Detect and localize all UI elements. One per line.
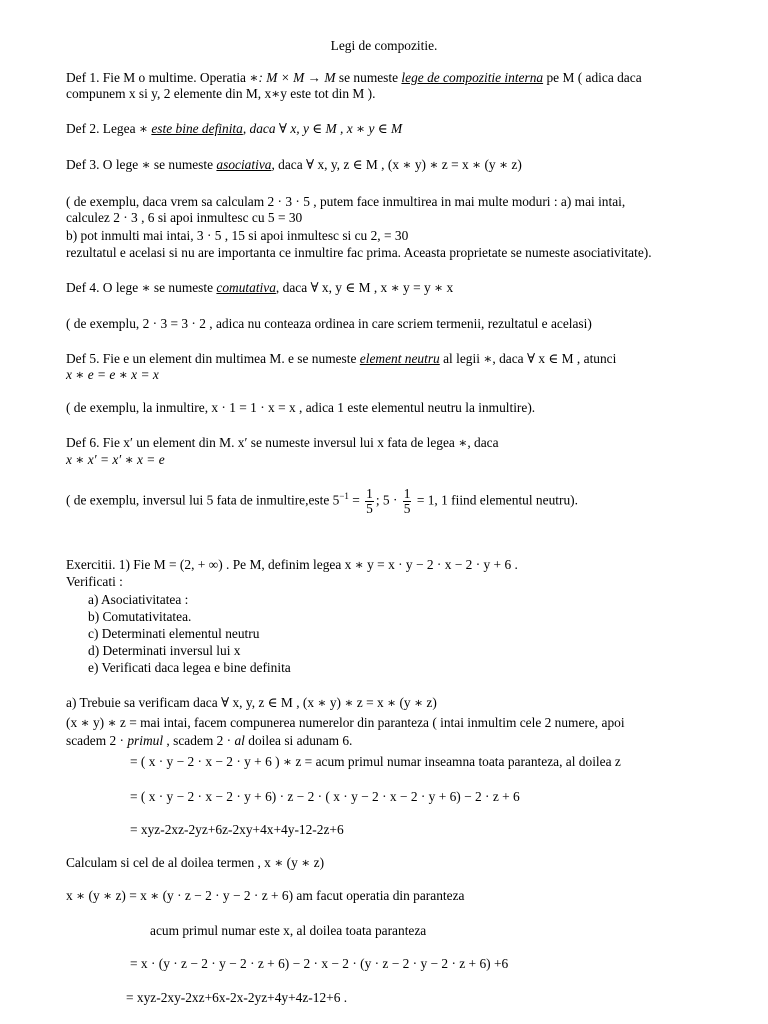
exercise-item-c: c) Determinati elementul neutru xyxy=(88,626,260,641)
def2-text-b: , daca ∀ x, y ∈ M , x ∗ y ∈ M xyxy=(242,121,403,136)
assoc-example-line2: calculez 2 · 3 , 6 si apoi inmultesc cu 5 = 30 xyxy=(66,210,303,225)
inverse-text-a: ( de exemplu, inversul lui 5 fata de inmultire,este 5 xyxy=(66,492,340,508)
inverse-example xyxy=(66,487,578,516)
fraction-denominator: 5 xyxy=(366,501,373,516)
exercise-item-d: d) Determinati inversul lui x xyxy=(88,643,241,658)
exercise-verify: Verificati : xyxy=(66,574,123,589)
inverse-exponent: −1 xyxy=(339,491,349,502)
solution-line8: x ∗ (y ∗ z) = x ∗ (y · z − 2 · y − 2 · z + 6) am facut operatia din paranteza xyxy=(66,888,465,903)
fraction-denominator-2: 5 xyxy=(403,501,411,516)
page-title: Legi de compozitie. xyxy=(330,38,438,53)
solution-line10: = x · (y · z − 2 · y − 2 · z + 6) − 2 · x − 2 · (y · z − 2 · y − 2 · z + 6) +6 xyxy=(130,956,509,971)
exercise-item-b: b) Comutativitatea. xyxy=(88,609,192,624)
def2-term: este bine definita xyxy=(151,121,243,136)
def3-term: asociativa xyxy=(216,157,272,172)
def2-line xyxy=(66,121,402,136)
def5-line2: x ∗ e = e ∗ x = x xyxy=(66,367,159,382)
def1-operation: ∗: M × M → M xyxy=(249,70,336,85)
def5-text-a: Def 5. Fie e un element din multimea M. e se numeste xyxy=(66,351,357,366)
solution-line7: Calculam si cel de al doilea termen , x ∗ (y ∗ z) xyxy=(66,855,325,870)
def3-text-a: Def 3. O lege ∗ se numeste xyxy=(66,157,214,172)
def5-line1 xyxy=(66,351,616,366)
def4-line xyxy=(66,280,453,295)
inverse-mid: ; 5 · xyxy=(375,492,401,508)
def3-line xyxy=(66,157,522,172)
def5-term: element neutru xyxy=(359,351,440,366)
fraction-numerator: 1 xyxy=(366,486,373,501)
solution-line3-e: doilea si adunam 6. xyxy=(244,733,353,748)
def3-text-b: , daca ∀ x, y, z ∈ M , (x ∗ y) ∗ z = x ∗ (y ∗ z) xyxy=(271,157,522,172)
inverse-equals: = xyxy=(348,492,364,508)
def1-text-a: Def 1. Fie M o multime. Operatia xyxy=(66,70,246,85)
solution-line1: a) Trebuie sa verificam daca ∀ x, y, z ∈ M , (x ∗ y) ∗ z = x ∗ (y ∗ z) xyxy=(66,695,437,710)
assoc-example-line4: rezultatul e acelasi si nu are importanta ce inmultire fac prima. Aceasta proprietate se numeste asociativitate). xyxy=(66,245,652,260)
solution-line3-c: , scadem 2 · xyxy=(163,733,235,748)
def4-term: comutativa xyxy=(216,280,276,295)
exercise-item-e: e) Verificati daca legea e bine definita xyxy=(88,660,291,675)
def1-line1 xyxy=(66,70,642,85)
def6-line1: Def 6. Fie x′ un element din M. x′ se numeste inversul lui x fata de legea ∗, daca xyxy=(66,435,499,450)
neutral-example: ( de exemplu, la inmultire, x · 1 = 1 · x = x , adica 1 este elementul neutru la inmultire). xyxy=(66,400,536,415)
inverse-text-b: = 1, 1 fiind elementul neutru). xyxy=(413,492,578,508)
def6-line2: x ∗ x′ = x′ ∗ x = e xyxy=(66,452,165,467)
fraction-numerator-2: 1 xyxy=(403,486,411,501)
fraction-one-fifth-2 xyxy=(403,487,412,516)
solution-line3-a: scadem 2 · xyxy=(66,733,128,748)
def1-text-b: se numeste xyxy=(338,70,399,85)
def5-text-b: al legii ∗, daca ∀ x ∈ M , atunci xyxy=(443,351,617,366)
def1-line2: compunem x si y, 2 elemente din M, x∗y este tot din M ). xyxy=(66,86,376,101)
solution-line3-primul: primul xyxy=(127,733,164,748)
solution-line5: = ( x · y − 2 · x − 2 · y + 6) · z − 2 · ( x · y − 2 · x − 2 · y + 6) − 2 · z + 6 xyxy=(130,789,520,804)
def1-text-c: pe M ( adica daca xyxy=(546,70,642,85)
def2-operator: ∗ xyxy=(138,121,148,136)
solution-line2: (x ∗ y) ∗ z = mai intai, facem compunerea numerelor din paranteza ( intai inmultim cele 2 numere, apoi xyxy=(66,715,625,730)
def4-text-a: Def 4. O lege ∗ se numeste xyxy=(66,280,214,295)
solution-line3 xyxy=(66,733,352,748)
exercise-statement: Exercitii. 1) Fie M = (2, + ∞) . Pe M, definim legea x ∗ y = x · y − 2 · x − 2 · y + 6 . xyxy=(66,557,518,572)
def1-term: lege de compozitie interna xyxy=(401,70,544,85)
assoc-example-line3: b) pot inmulti mai intai, 3 · 5 , 15 si apoi inmultesc si cu 2, = 30 xyxy=(66,228,409,243)
solution-line9: acum primul numar este x, al doilea toata paranteza xyxy=(150,923,427,938)
solution-line11: = xyz-2xy-2xz+6x-2x-2yz+4y+4z-12+6 . xyxy=(126,990,348,1005)
exercise-item-a: a) Asociativitatea : xyxy=(88,592,189,607)
solution-line4: = ( x · y − 2 · x − 2 · y + 6 ) ∗ z = acum primul numar inseamna toata paranteza, al doilea z xyxy=(130,754,621,769)
assoc-example-line1: ( de exemplu, daca vrem sa calculam 2 · 3 · 5 , putem face inmultirea in mai multe moduri : a) mai intai, xyxy=(66,194,626,209)
def2-text-a: Def 2. Legea xyxy=(66,121,136,136)
solution-line6: = xyz-2xz-2yz+6z-2xy+4x+4y-12-2z+6 xyxy=(130,822,344,837)
comm-example: ( de exemplu, 2 · 3 = 3 · 2 , adica nu conteaza ordinea in care scriem termenii, rezultatul e acelasi) xyxy=(66,316,592,331)
fraction-one-fifth xyxy=(365,487,374,516)
def4-text-b: , daca ∀ x, y ∈ M , x ∗ y = y ∗ x xyxy=(275,280,454,295)
solution-line3-al: al xyxy=(234,733,245,748)
